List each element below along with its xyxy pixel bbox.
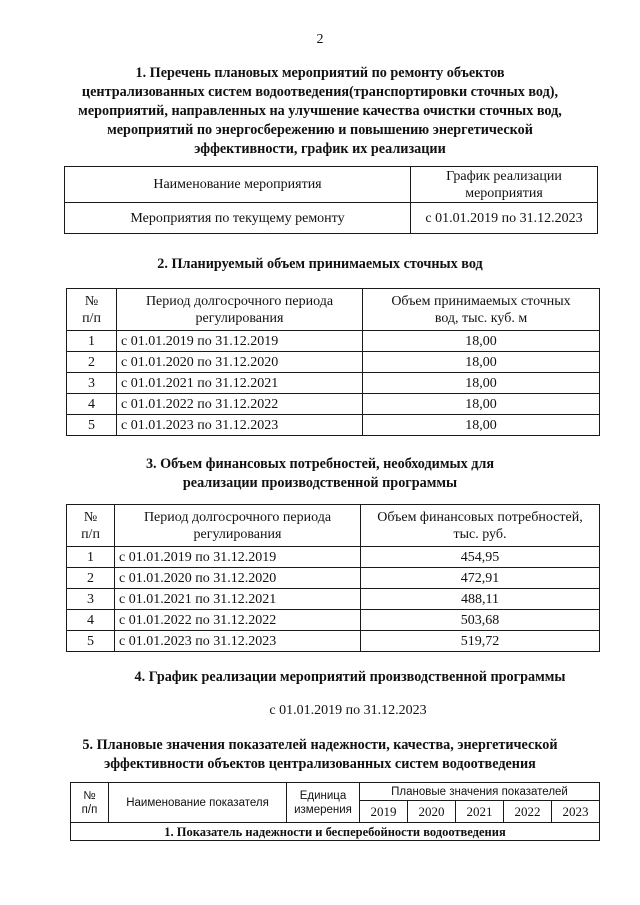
row-period: с 01.01.2021 по 31.12.2021 <box>117 373 363 394</box>
table-header-row <box>67 289 600 331</box>
row-number: 3 <box>67 373 117 394</box>
section-1-title: 1. Перечень плановых мероприятий по ремонту объектов централизованных систем водоотведения(транспортировки сточных вод), мероприятий, направленных на улучшение качества очистки сточных вод, мероприятий по энергосбережению и повышению энергетической эффективности, график их реализации <box>78 65 562 157</box>
col-number: № п/п <box>67 289 117 331</box>
row-period: с 01.01.2020 по 31.12.2020 <box>115 568 361 589</box>
page-number: 2 <box>316 32 324 47</box>
table-row <box>67 394 600 415</box>
year-cell: 2020 <box>408 801 456 823</box>
wastewater-volume-table <box>66 288 600 436</box>
col-financial-needs: Объем финансовых потребностей, тыс. руб. <box>361 505 600 547</box>
row-period: с 01.01.2021 по 31.12.2021 <box>115 589 361 610</box>
section-4-period: с 01.01.2019 по 31.12.2023 <box>269 703 427 718</box>
year-cell: 2022 <box>504 801 552 823</box>
table-row <box>67 373 600 394</box>
col-planned-values: Плановые значения показателей <box>360 783 600 801</box>
financial-needs-table <box>66 504 600 652</box>
col-volume: Объем принимаемых сточных вод, тыс. куб. м <box>363 289 600 331</box>
row-period: с 01.01.2019 по 31.12.2019 <box>117 331 363 352</box>
indicators-table <box>70 782 600 841</box>
table-row <box>65 203 598 234</box>
col-activity-name: Наименование мероприятия <box>65 167 411 203</box>
row-volume: 18,00 <box>363 331 600 352</box>
table-row <box>67 631 600 652</box>
table-row <box>67 568 600 589</box>
row-amount: 488,11 <box>361 589 600 610</box>
row-period: с 01.01.2022 по 31.12.2022 <box>117 394 363 415</box>
row-volume: 18,00 <box>363 352 600 373</box>
table-row <box>67 589 600 610</box>
col-period: Период долгосрочного периода регулирования <box>117 289 363 331</box>
col-unit: Единица измерения <box>287 783 360 823</box>
section-2-title: 2. Планируемый объем принимаемых сточных вод <box>157 256 483 272</box>
row-number: 4 <box>67 394 117 415</box>
row-number: 1 <box>67 547 115 568</box>
row-amount: 454,95 <box>361 547 600 568</box>
activity-schedule-cell: с 01.01.2019 по 31.12.2023 <box>411 203 598 234</box>
col-number: № п/п <box>71 783 109 823</box>
row-number: 2 <box>67 352 117 373</box>
year-cell: 2023 <box>552 801 600 823</box>
row-volume: 18,00 <box>363 394 600 415</box>
table-row <box>67 352 600 373</box>
row-number: 5 <box>67 415 117 436</box>
year-cell: 2021 <box>456 801 504 823</box>
col-schedule: График реализации мероприятия <box>411 167 598 203</box>
col-number: № п/п <box>67 505 115 547</box>
section-3-title: 3. Объем финансовых потребностей, необходимых для реализации производственной программы <box>145 456 495 491</box>
table-header-row <box>67 505 600 547</box>
row-amount: 519,72 <box>361 631 600 652</box>
row-period: с 01.01.2023 по 31.12.2023 <box>115 631 361 652</box>
row-volume: 18,00 <box>363 415 600 436</box>
table-row <box>67 610 600 631</box>
row-number: 2 <box>67 568 115 589</box>
row-period: с 01.01.2019 по 31.12.2019 <box>115 547 361 568</box>
row-number: 3 <box>67 589 115 610</box>
row-number: 1 <box>67 331 117 352</box>
activity-name-cell: Мероприятия по текущему ремонту <box>65 203 411 234</box>
section-5-title: 5. Плановые значения показателей надежности, качества, энергетической эффективности объектов централизованных систем водоотведения <box>82 737 558 772</box>
col-indicator-name: Наименование показателя <box>109 783 287 823</box>
row-period: с 01.01.2020 по 31.12.2020 <box>117 352 363 373</box>
row-amount: 503,68 <box>361 610 600 631</box>
table-row <box>71 823 600 841</box>
table-row <box>67 331 600 352</box>
row-number: 4 <box>67 610 115 631</box>
row-volume: 18,00 <box>363 373 600 394</box>
row-number: 5 <box>67 631 115 652</box>
col-period: Период долгосрочного периода регулирования <box>115 505 361 547</box>
subheader-reliability: 1. Показатель надежности и бесперебойности водоотведения <box>71 823 600 841</box>
table-row <box>67 415 600 436</box>
section-4-title: 4. График реализации мероприятий производственной программы <box>134 669 566 685</box>
row-period: с 01.01.2022 по 31.12.2022 <box>115 610 361 631</box>
activities-table <box>64 166 598 234</box>
row-amount: 472,91 <box>361 568 600 589</box>
table-header-row <box>71 783 600 801</box>
table-header-row <box>65 167 598 203</box>
row-period: с 01.01.2023 по 31.12.2023 <box>117 415 363 436</box>
table-row <box>67 547 600 568</box>
year-cell: 2019 <box>360 801 408 823</box>
